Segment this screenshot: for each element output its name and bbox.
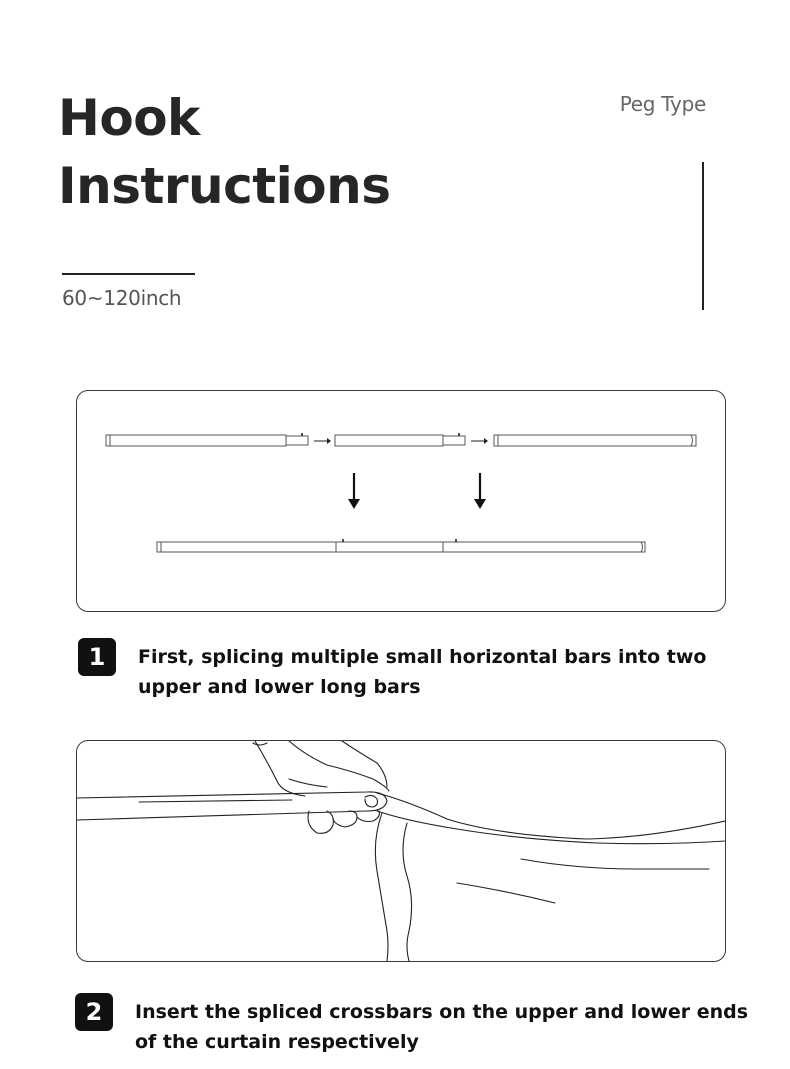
bar-segment-middle — [335, 435, 443, 446]
step-2-number-badge: 2 — [75, 993, 113, 1031]
bar-segment-right — [494, 435, 696, 446]
vertical-divider — [702, 162, 704, 310]
bar-segment-left — [106, 435, 286, 446]
step-1-text: First, splicing multiple small horizontal bars into two upper and lower long bars — [138, 646, 707, 698]
page-title — [58, 84, 391, 220]
assembled-long-bar — [157, 542, 645, 552]
hand — [255, 741, 305, 796]
title-line-1: Hook — [58, 89, 200, 147]
crossbar — [77, 792, 387, 820]
type-label: Peg Type — [619, 92, 706, 116]
size-range-label: 60~120inch — [62, 286, 182, 310]
bar-connector-middle — [443, 436, 465, 445]
title-divider — [62, 273, 195, 275]
bar-connector-left — [286, 436, 308, 445]
step-2-text: Insert the spliced crossbars on the upper and lower ends of the curtain respectively — [135, 1001, 749, 1053]
curtain-fabric — [377, 793, 725, 839]
bar-splicing-diagram-icon — [77, 391, 725, 611]
step-1-illustration-panel — [76, 390, 726, 612]
title-line-2: Instructions — [58, 157, 391, 215]
step-1-number-badge: 1 — [78, 638, 116, 676]
curtain-crossbar-insertion-icon — [77, 741, 725, 961]
step-2-illustration-panel — [76, 740, 726, 962]
